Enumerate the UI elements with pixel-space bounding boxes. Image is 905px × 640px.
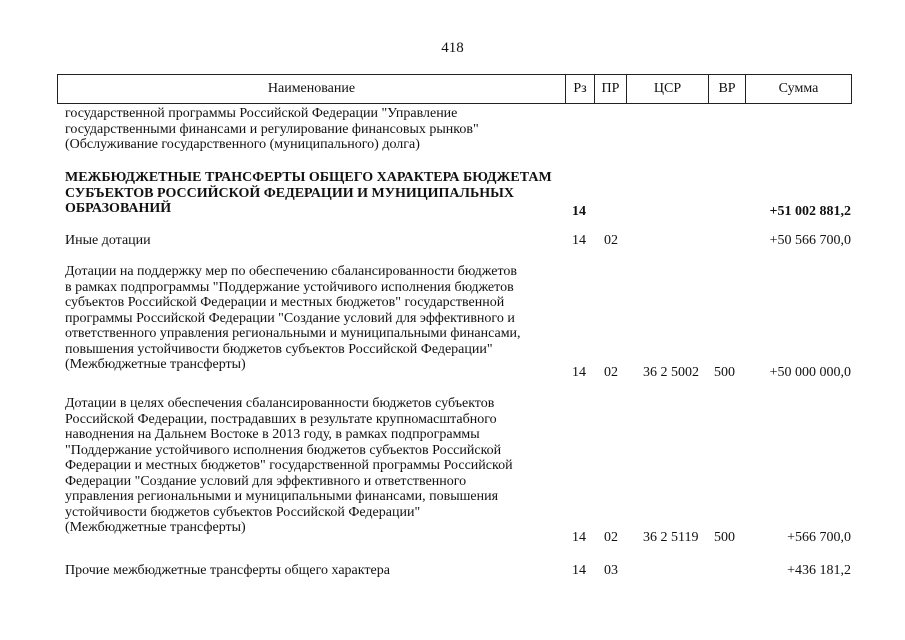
- row-csr: 36 2 5002: [643, 365, 699, 380]
- row-name-line: ОБРАЗОВАНИЙ: [65, 201, 172, 216]
- row-name: [65, 563, 559, 579]
- row-name: [65, 264, 559, 373]
- row-name-line: ответственного управления региональными и муниципальными финансами,: [65, 326, 521, 341]
- header-pr: ПР: [595, 75, 627, 103]
- row-name-line: Российской Федерации, пострадавших в результате крупномасштабного: [65, 411, 497, 427]
- row-pr: 02: [604, 365, 618, 380]
- row-sum: +51 002 881,2: [769, 204, 851, 219]
- row-name-line: (Межбюджетные трансферты): [65, 357, 246, 372]
- row-name-line: наводнения на Дальнем Востоке в 2013 году, в рамках подпрограммы: [65, 427, 480, 442]
- row-name-line: управления региональными и муниципальными финансами, повышения: [65, 489, 499, 504]
- row-pr: 02: [604, 233, 618, 248]
- header-name: Наименование: [58, 75, 566, 103]
- row-name-line: (Межбюджетные трансферты): [65, 520, 246, 535]
- row-name: [65, 170, 559, 217]
- row-name-line: программы Российской Федерации "Создание условий для эффективного и: [65, 310, 515, 326]
- row-name: [65, 396, 559, 536]
- row-vr: 500: [714, 365, 735, 380]
- row-name-line: Иные дотации: [65, 233, 151, 248]
- row-name-line: МЕЖБЮДЖЕТНЫЕ ТРАНСФЕРТЫ ОБЩЕГО ХАРАКТЕРА БЮДЖЕТАМ: [65, 170, 552, 185]
- row-name-line: субъектов Российской Федерации и местных бюджетов" государственной: [65, 295, 505, 310]
- row-name-line: Федерации "Создание условий для эффективного и ответственного: [65, 473, 467, 489]
- row-sum: +566 700,0: [787, 530, 851, 545]
- row-pr: 02: [604, 530, 618, 545]
- header-csr: ЦСР: [627, 75, 709, 103]
- row-name-line: (Обслуживание государственного (муниципального) долга): [65, 137, 420, 152]
- row-name: [65, 106, 559, 153]
- row-rz: 14: [572, 365, 586, 380]
- page-number: 418: [441, 40, 464, 56]
- row-csr: 36 2 5119: [643, 530, 699, 545]
- row-name-line: "Поддержание устойчивого исполнения бюджетов субъектов Российской: [65, 442, 502, 458]
- row-name-line: Дотации на поддержку мер по обеспечению сбалансированности бюджетов: [65, 264, 517, 279]
- row-rz: 14: [572, 233, 586, 248]
- row-name-line: Прочие межбюджетные трансферты общего характера: [65, 563, 390, 578]
- row-rz: 14: [572, 530, 586, 545]
- header-vr: ВР: [709, 75, 746, 103]
- header-rz: Рз: [566, 75, 595, 103]
- row-name-line: в рамках подпрограммы "Поддержание устойчивого исполнения бюджетов: [65, 279, 514, 295]
- row-sum: +50 000 000,0: [769, 365, 851, 380]
- row-name-line: государственной программы Российской Федерации "Управление: [65, 106, 458, 121]
- row-rz: 14: [572, 204, 586, 219]
- row-name-line: повышения устойчивости бюджетов субъектов Российской Федерации": [65, 341, 493, 357]
- row-name-line: устойчивости бюджетов субъектов Российской Федерации": [65, 504, 421, 520]
- row-rz: 14: [572, 563, 586, 578]
- header-sum: Сумма: [778, 81, 819, 96]
- row-vr: 500: [714, 530, 735, 545]
- row-name-line: государственными финансами и регулирование финансовых рынков": [65, 121, 479, 137]
- table-header: [57, 74, 852, 104]
- row-name-line: СУБЪЕКТОВ РОССИЙСКОЙ ФЕДЕРАЦИИ И МУНИЦИПАЛЬНЫХ: [65, 185, 514, 201]
- row-pr: 03: [604, 563, 618, 578]
- row-name-line: Дотации в целях обеспечения сбалансированности бюджетов субъектов: [65, 396, 495, 411]
- row-name: [65, 233, 559, 249]
- row-sum: +50 566 700,0: [769, 233, 851, 248]
- row-sum: +436 181,2: [787, 563, 851, 578]
- row-name-line: Федерации и местных бюджетов" государственной программы Российской: [65, 458, 513, 473]
